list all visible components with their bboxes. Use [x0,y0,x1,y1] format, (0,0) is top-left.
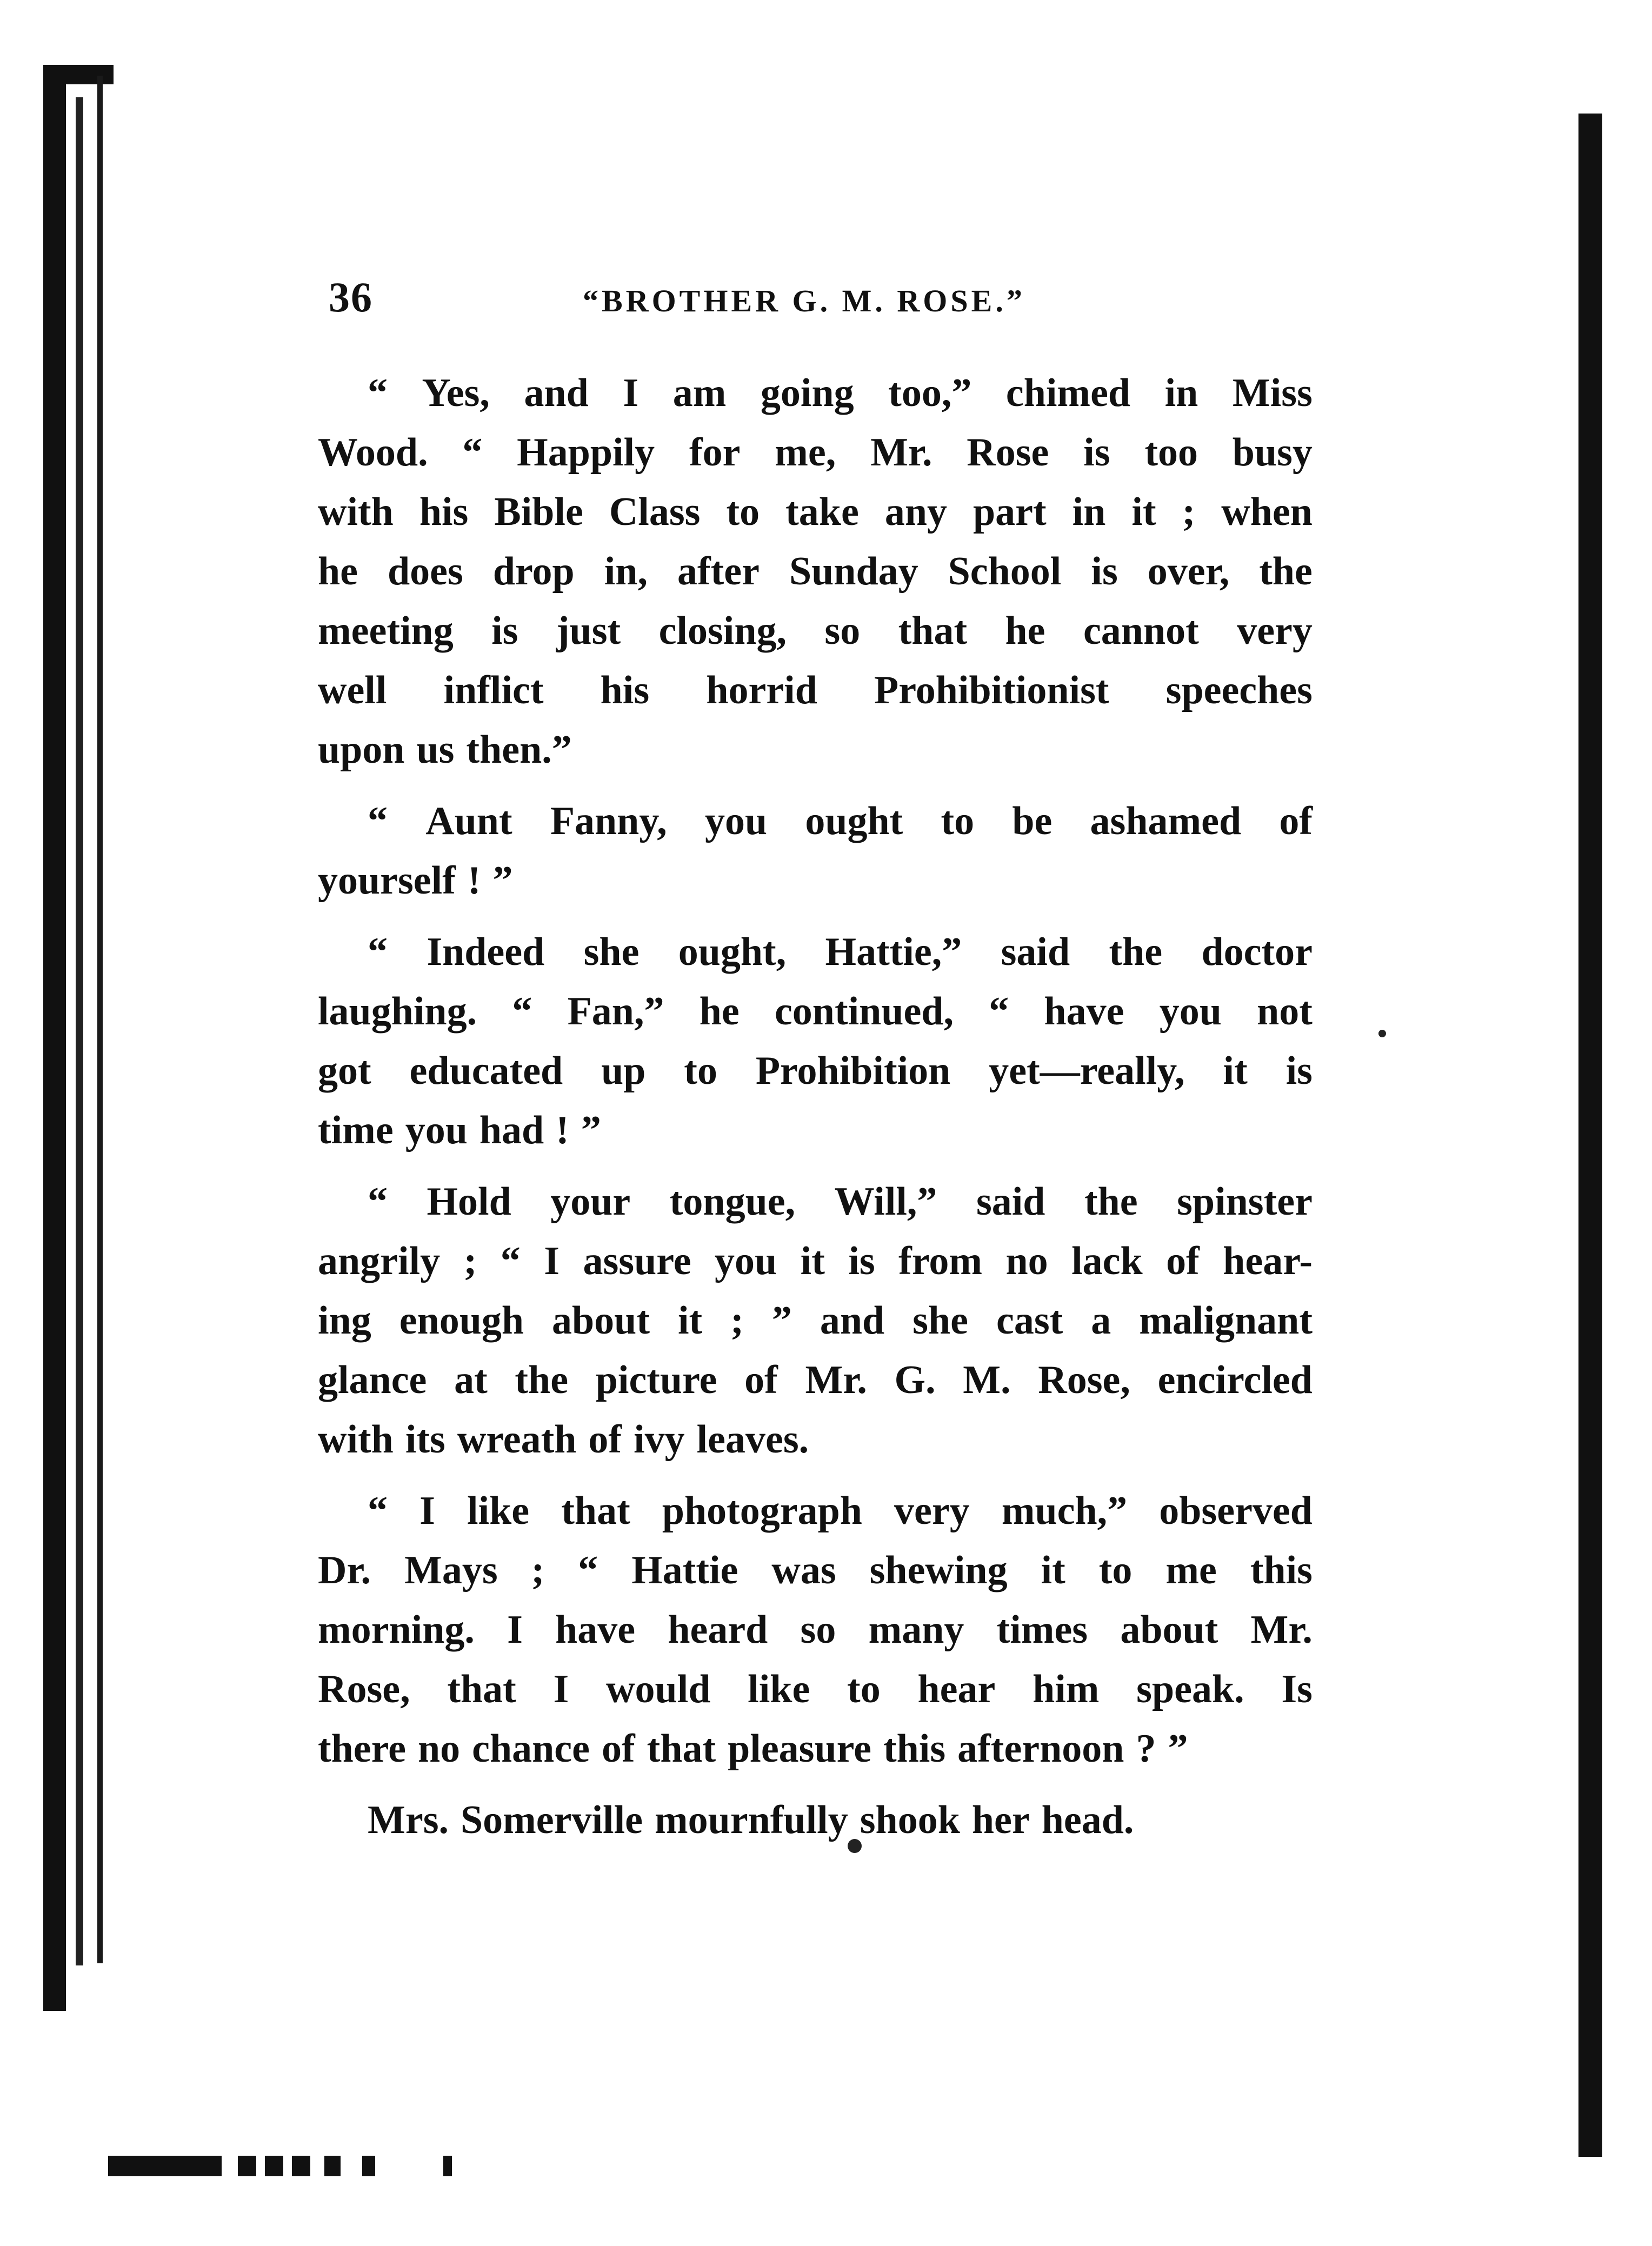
body-text [318,363,1313,1850]
text-line: meeting is just closing, so that he cannot very [318,609,1313,653]
text-line: with his Bible Class to take any part in it ; when [318,490,1313,534]
text-line: morning. I have heard so many times about Mr. [318,1608,1313,1652]
text-line: glance at the picture of Mr. G. M. Rose, encircled [318,1358,1313,1402]
scan-border-right [1578,114,1602,2157]
running-title: “BROTHER G. M. ROSE.” [583,283,1025,318]
text-line: “ I like that photograph very much,” observed [368,1489,1313,1533]
ink-speck [1378,1030,1386,1037]
paragraph [318,791,1313,910]
text-line: well inflict his horrid Prohibitionist speeches [318,668,1313,712]
text-line: “ Indeed she ought, Hattie,” said the doctor [368,930,1313,974]
text-line: “ Yes, and I am going too,” chimed in Miss [368,371,1313,415]
page-header [329,273,1345,338]
scan-border-bottom [108,2156,487,2176]
text-line: “ Hold your tongue, Will,” said the spinster [368,1179,1313,1224]
page-number: 36 [329,274,373,321]
paragraph [318,1790,1313,1850]
text-line: upon us then.” [318,728,572,772]
text-line: ing enough about it ; ” and she cast a malignant [318,1298,1313,1343]
text-line: laughing. “ Fan,” he continued, “ have you not [318,989,1313,1034]
text-line: Mrs. Somerville mournfully shook her head. [368,1798,1134,1842]
text-line: Rose, that I would like to hear him speak. Is [318,1667,1313,1711]
paragraph [318,363,1313,779]
text-line: yourself ! ” [318,858,513,903]
text-line: he does drop in, after Sunday School is over, the [318,549,1313,594]
paragraph [318,1481,1313,1778]
text-line: angrily ; “ I assure you it is from no lack of hear- [318,1239,1313,1283]
text-line: with its wreath of ivy leaves. [318,1417,809,1462]
text-line: Wood. “ Happily for me, Mr. Rose is too busy [318,430,1313,475]
text-line: Dr. Mays ; “ Hattie was shewing it to me this [318,1548,1313,1592]
text-line: there no chance of that pleasure this afternoon ? ” [318,1727,1188,1771]
text-line: got educated up to Prohibition yet—really, it is [318,1049,1313,1093]
paragraph [318,922,1313,1160]
scan-border-left [43,65,119,2011]
text-line: time you had ! ” [318,1108,601,1152]
paragraph [318,1172,1313,1469]
text-line: “ Aunt Fanny, you ought to be ashamed of [368,799,1313,843]
